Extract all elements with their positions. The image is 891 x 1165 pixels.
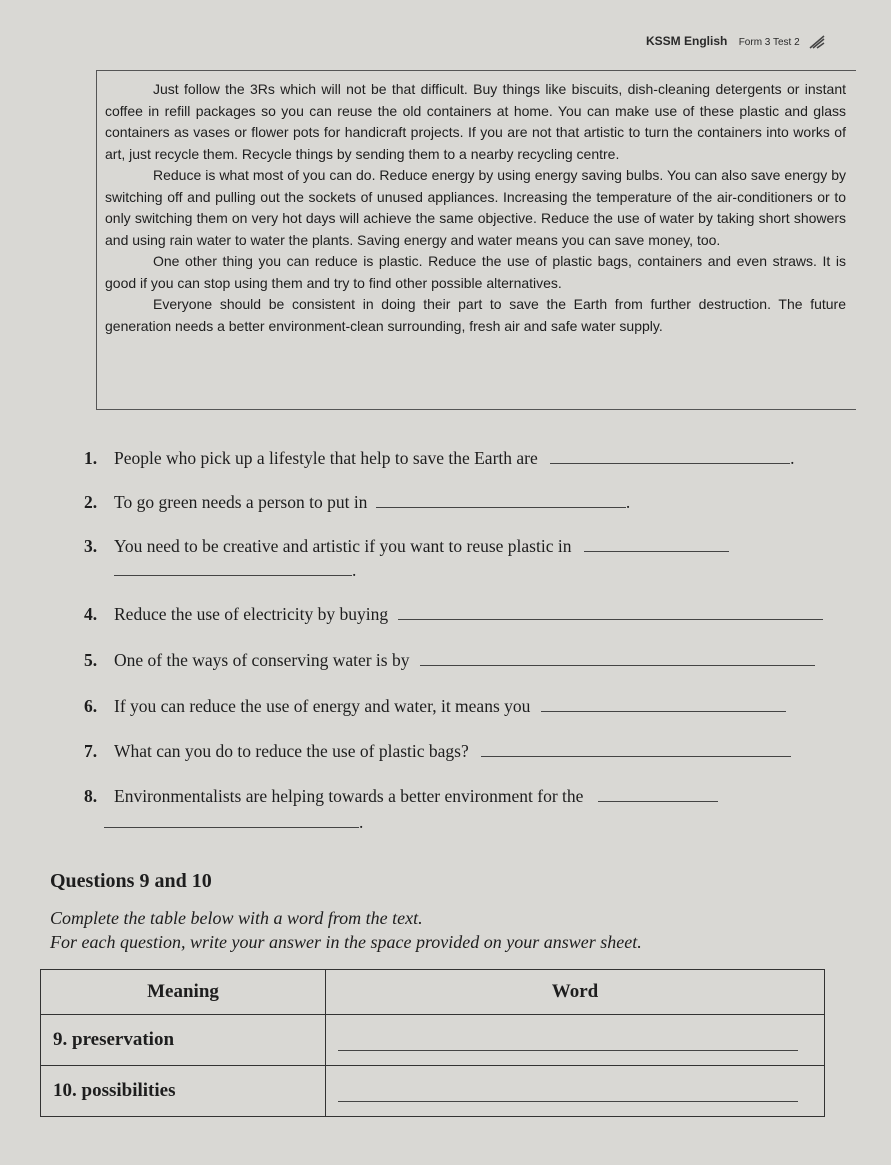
reading-passage bbox=[96, 70, 856, 410]
question-8 bbox=[84, 786, 884, 807]
word-cell bbox=[326, 1015, 825, 1066]
answer-blank[interactable] bbox=[420, 651, 815, 666]
question-text: Reduce the use of electricity by buying bbox=[114, 604, 389, 624]
question-2: 2. To go green needs a person to put in . bbox=[84, 492, 631, 512]
passage-paragraph: Everyone should be consistent in doing their part to save the Earth from further destruction. The future generation needs a better environment-clean surrounding, fresh air and safe water supply. bbox=[105, 296, 846, 334]
meaning-text: possibilities bbox=[81, 1080, 176, 1101]
question-text: You need to be creative and artistic if you want to reuse plastic in bbox=[114, 536, 572, 556]
question-number: 6. bbox=[84, 696, 98, 716]
column-header-meaning: Meaning bbox=[41, 970, 326, 1015]
question-number: 1. bbox=[84, 448, 98, 468]
question-text: Environmentalists are helping towards a better environment for the bbox=[114, 786, 584, 806]
answer-table bbox=[40, 969, 825, 1117]
meaning-cell bbox=[41, 1066, 326, 1117]
question-number: 7. bbox=[84, 741, 98, 761]
header-title: KSSM English bbox=[646, 34, 728, 48]
answer-blank[interactable] bbox=[481, 742, 791, 757]
column-header-word: Word bbox=[326, 970, 825, 1015]
question-1: 1. People who pick up a lifestyle that help to save the Earth are . bbox=[84, 448, 795, 468]
meaning-cell bbox=[41, 1015, 326, 1066]
passage-paragraph: Just follow the 3Rs which will not be that difficult. Buy things like biscuits, dish-cleaning detergents or instant coffee in refill packages so you can reuse the old containers at home. You can make use of these plastic and glass containers as vases or flower pots for handicraft projects. If you are not that artistic to turn the containers into works of art, just recycle them. Recycle things by sending them to a nearby recycling centre. bbox=[105, 81, 846, 162]
passage-paragraph: Reduce is what most of you can do. Reduce energy by using energy saving bulbs. You can also save energy by switching off and pulling out the sockets of unused appliances. Increasing the temperature of the air-conditioners or to only switching them on very hot days will achieve the same objective. Reduce the use of water by taking short showers and using rain water to water the plants. Saving energy and water means you can save money, too. bbox=[105, 167, 846, 248]
answer-blank[interactable] bbox=[104, 813, 359, 828]
table-header-row bbox=[41, 970, 825, 1015]
question-number: 3. bbox=[84, 536, 98, 556]
passage-paragraph: One other thing you can reduce is plastic. Reduce the use of plastic bags, containers and even straws. It is good if you can stop using them and try to find other possible alternatives. bbox=[105, 253, 846, 291]
answer-blank[interactable] bbox=[376, 493, 626, 508]
question-text: If you can reduce the use of energy and water, it means you bbox=[114, 696, 531, 716]
answer-blank[interactable] bbox=[584, 537, 729, 552]
question-6 bbox=[84, 696, 884, 717]
answer-blank[interactable] bbox=[598, 787, 718, 802]
question-3-continuation: . bbox=[114, 560, 356, 581]
question-3 bbox=[84, 536, 884, 557]
section-title: Questions 9 and 10 bbox=[50, 870, 212, 892]
question-number: 8. bbox=[84, 786, 98, 806]
question-number: 2. bbox=[84, 492, 98, 512]
page-header bbox=[646, 34, 825, 49]
publisher-logo-icon bbox=[809, 35, 825, 49]
question-7 bbox=[84, 741, 884, 762]
question-8-continuation: . bbox=[104, 812, 363, 833]
instruction-text: For each question, write your answer in the space provided on your answer sheet. bbox=[50, 932, 642, 952]
instruction-text: Complete the table below with a word from the text. bbox=[50, 908, 423, 928]
question-text: To go green needs a person to put in bbox=[114, 492, 368, 512]
answer-blank[interactable] bbox=[338, 1036, 798, 1051]
word-cell bbox=[326, 1066, 825, 1117]
table-row bbox=[41, 1066, 825, 1117]
question-text: People who pick up a lifestyle that help to save the Earth are bbox=[114, 448, 538, 468]
answer-blank[interactable] bbox=[550, 449, 790, 464]
question-number: 4. bbox=[84, 604, 98, 624]
row-number: 9. bbox=[53, 1029, 68, 1050]
answer-blank[interactable] bbox=[541, 697, 786, 712]
question-number: 5. bbox=[84, 650, 98, 670]
header-subtitle: Form 3 Test 2 bbox=[738, 37, 800, 48]
answer-blank[interactable] bbox=[114, 561, 352, 576]
answer-blank[interactable] bbox=[398, 605, 823, 620]
question-text: One of the ways of conserving water is by bbox=[114, 650, 410, 670]
question-5 bbox=[84, 650, 884, 671]
question-text: What can you do to reduce the use of plastic bags? bbox=[114, 741, 469, 761]
row-number: 10. bbox=[53, 1080, 77, 1101]
question-4 bbox=[84, 604, 884, 625]
table-row bbox=[41, 1015, 825, 1066]
meaning-text: preservation bbox=[72, 1029, 175, 1050]
answer-blank[interactable] bbox=[338, 1087, 798, 1102]
